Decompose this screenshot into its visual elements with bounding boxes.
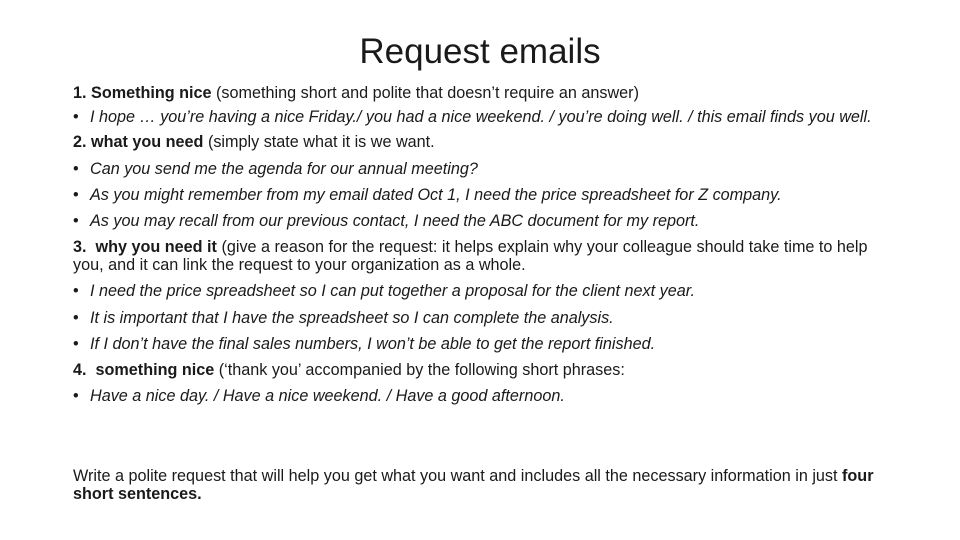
- section-heading-2: 2. what you need (simply state what it is we want.: [73, 133, 435, 152]
- bullet-icon: •: [73, 334, 79, 353]
- bullet-item: [73, 309, 893, 327]
- bullet-text: Can you send me the agenda for our annual meeting?: [90, 159, 478, 178]
- bullet-icon: •: [73, 308, 79, 327]
- bullet-icon: •: [73, 211, 79, 230]
- section-heading-3: 3. why you need it (give a reason for the request: it helps explain why your colleague should take time to help you, and it can link the request to your organization as a whole.: [73, 238, 868, 275]
- bullet-text: It is important that I have the spreadsheet so I can complete the analysis.: [90, 308, 614, 327]
- bullet-text: Have a nice day. / Have a nice weekend. / Have a good afternoon.: [90, 387, 565, 406]
- bullet-item: [73, 335, 893, 353]
- section-heading-4: 4. something nice (‘thank you’ accompanied by the following short phrases:: [73, 360, 625, 379]
- bullet-item: [73, 387, 893, 405]
- slide-body: [73, 84, 893, 413]
- bullet-item: [73, 160, 893, 178]
- bullet-icon: •: [73, 185, 79, 204]
- bullet-icon: •: [73, 387, 79, 406]
- slide-title: Request emails: [359, 32, 601, 71]
- section-heading-1: 1. Something nice (something short and polite that doesn’t require an answer): [73, 84, 639, 102]
- bullet-item: [73, 186, 893, 204]
- bullet-text: I need the price spreadsheet so I can put together a proposal for the client next year.: [90, 282, 696, 301]
- bullet-text: If I don’t have the final sales numbers, I won’t be able to get the report finished.: [90, 334, 656, 353]
- closing-instruction: Write a polite request that will help you get what you want and includes all the necessary information in just four short sentences.: [73, 467, 874, 503]
- bullet-text: As you might remember from my email dated Oct 1, I need the price spreadsheet for Z company.: [90, 185, 782, 204]
- bullet-icon: •: [73, 108, 79, 127]
- bullet-text: As you may recall from our previous contact, I need the ABC document for my report.: [90, 211, 700, 230]
- bullet-item: [73, 110, 893, 125]
- closing-emphasis: four short sentences.: [73, 467, 874, 503]
- bullet-item: [73, 282, 893, 300]
- bullet-icon: •: [73, 159, 79, 178]
- bullet-item: [73, 212, 893, 230]
- bullet-icon: •: [73, 282, 79, 301]
- bullet-text: I hope … you’re having a nice Friday./ you had a nice weekend. / you’re doing well. / this email finds you well.: [90, 108, 872, 127]
